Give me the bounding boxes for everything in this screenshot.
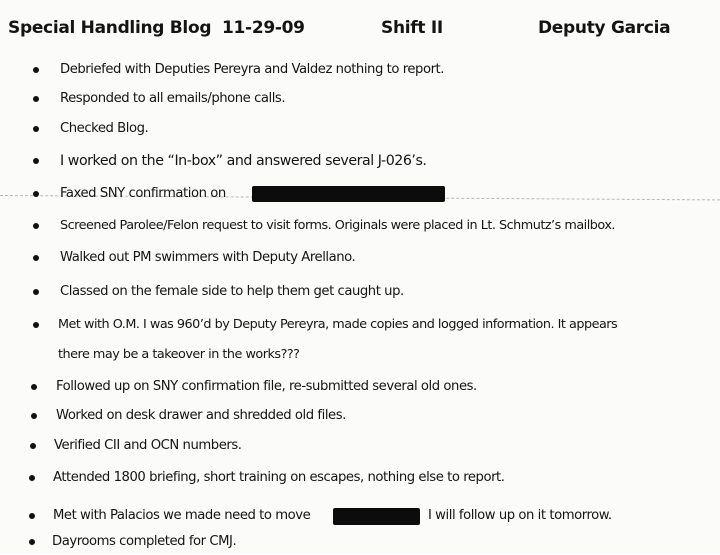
bullet-icon [33, 67, 39, 73]
entry-text: Debriefed with Deputies Pereyra and Valdez nothing to report. [60, 62, 445, 77]
entry-text: Verified CII and OCN numbers. [54, 438, 242, 453]
bullet-icon [29, 513, 35, 519]
deputy-name: Deputy Garcia [538, 18, 671, 38]
entry-text: Worked on desk drawer and shredded old files. [56, 408, 346, 423]
entry-text: Dayrooms completed for CMJ. [52, 534, 237, 549]
bullet-icon [29, 539, 35, 545]
entry-text: Met with Palacios we made need to move [53, 508, 311, 523]
redaction-block [333, 508, 420, 525]
bullet-icon [33, 223, 39, 229]
bullet-icon [29, 475, 35, 481]
entry-text: Classed on the female side to help them get caught up. [60, 284, 404, 299]
blog-date: 11-29-09 [222, 18, 305, 38]
bullet-icon [33, 191, 39, 197]
entry-text: I worked on the “In-box” and answered several J-026’s. [60, 153, 427, 169]
bullet-icon [33, 255, 39, 261]
redaction-block [252, 186, 445, 202]
entry-text: Attended 1800 briefing, short training on escapes, nothing else to report. [53, 470, 505, 485]
entry-text: Checked Blog. [60, 121, 149, 136]
blog-title: Special Handling Blog [8, 18, 212, 38]
entry-text: Followed up on SNY confirmation file, re-submitted several old ones. [56, 379, 477, 394]
entry-text-after-redaction: I will follow up on it tomorrow. [428, 508, 612, 523]
entry-text: Met with O.M. I was 960’d by Deputy Pereyra, made copies and logged information. It appears [58, 317, 618, 332]
bullet-icon [33, 322, 39, 328]
bullet-icon [31, 413, 37, 419]
bullet-icon [33, 158, 39, 164]
entry-text: Screened Parolee/Felon request to visit forms. Originals were placed in Lt. Schmutz’s mailbox. [60, 218, 615, 233]
bullet-icon [33, 289, 39, 295]
bullet-icon [31, 384, 37, 390]
shift-label: Shift II [381, 18, 443, 38]
entry-text: Faxed SNY confirmation on [60, 186, 226, 201]
bullet-icon [33, 96, 39, 102]
bullet-icon [30, 443, 36, 449]
bullet-icon [33, 126, 39, 132]
entry-text: Walked out PM swimmers with Deputy Arellano. [60, 250, 356, 265]
entry-text: Responded to all emails/phone calls. [60, 91, 286, 106]
entry-continuation-text: there may be a takeover in the works??? [58, 347, 300, 362]
